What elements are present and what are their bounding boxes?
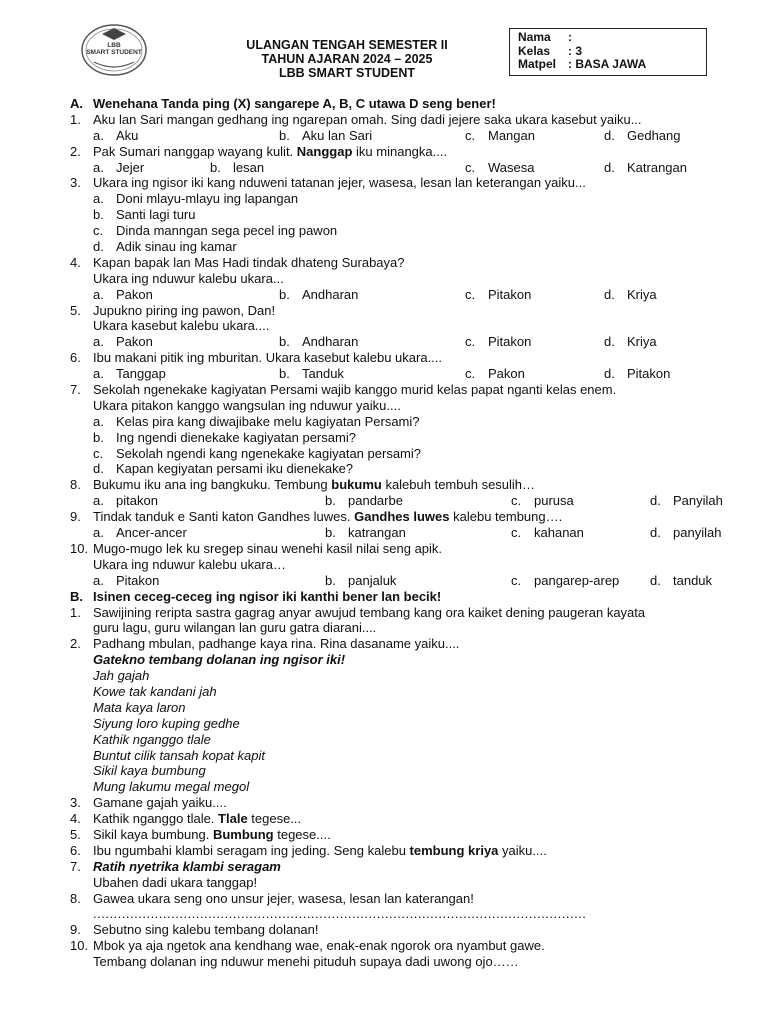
question-number: 1.	[70, 604, 81, 620]
question-4-options	[70, 287, 730, 303]
poem-line: Mung lakumu megal megol	[93, 779, 250, 795]
question-5-options	[70, 334, 730, 350]
option-d[interactable]: d. Panyilah	[650, 493, 723, 509]
title-line-1: ULANGAN TENGAH SEMESTER II	[246, 38, 448, 52]
option-b[interactable]: b. katrangan	[325, 525, 406, 541]
info-label: Nama	[518, 30, 551, 44]
option-a[interactable]: a. Aku	[93, 127, 139, 143]
poem-heading	[70, 652, 730, 668]
option-b[interactable]: b. Santi lagi turu	[93, 207, 196, 223]
option-b[interactable]: b. Ing ngendi dienekake kagiyatan persami?	[93, 429, 356, 445]
question-number: 4.	[70, 811, 81, 827]
question-number: 7.	[70, 858, 81, 874]
question-text: Ibu ngumbahi klambi seragam ing jeding. Seng kalebu tembung kriya yaiku....	[93, 842, 547, 858]
poem-line: Buntut cilik tansah kopat kapit	[93, 747, 265, 763]
question-text: Ukara ing nduwur kalebu ukara...	[93, 270, 284, 286]
question-text: Tembang dolanan ing nduwur menehi pituduh supaya dadi uwong ojo……	[93, 954, 519, 970]
question-text: Sawijining reripta sastra gagrag anyar awujud tembang kang ora kaiket dening paugeran kayata	[93, 604, 646, 620]
info-row-kelas	[518, 45, 706, 59]
essay-question-1-continued	[70, 620, 730, 636]
question-7-continued	[70, 398, 730, 414]
option-c[interactable]: c. Pitakon	[465, 286, 532, 302]
option-d[interactable]: d. Gedhang	[604, 127, 681, 143]
question-number: 5.	[70, 302, 81, 318]
question-number: 9.	[70, 509, 81, 525]
question-4	[70, 255, 730, 271]
question-text: Ubahen dadi ukara tanggap!	[93, 874, 258, 890]
exam-content	[70, 96, 730, 970]
logo-line-1: LBB	[107, 42, 121, 49]
answer-line[interactable]	[70, 906, 730, 922]
poem-line: Siyung loro kuping gedhe	[93, 715, 240, 731]
poem-line: Mata kaya laron	[93, 699, 186, 715]
info-value[interactable]: :	[568, 30, 572, 44]
essay-question-10	[70, 938, 730, 954]
section-letter: A.	[70, 96, 83, 111]
option-d[interactable]: d. Kriya	[604, 286, 657, 302]
essay-question-6	[70, 843, 730, 859]
option-a[interactable]: a. pitakon	[93, 493, 158, 509]
option-b[interactable]: b. Andharan	[279, 334, 359, 350]
question-text: Kapan bapak lan Mas Hadi tindak dhateng Surabaya?	[93, 254, 405, 270]
option-d[interactable]: d. Adik sinau ing kamar	[93, 239, 237, 255]
logo-line-2: SMART STUDENT	[86, 49, 142, 56]
question-2	[70, 144, 730, 160]
option-a[interactable]: a. Doni mlayu-mlayu ing lapangan	[93, 191, 299, 207]
school-logo	[80, 22, 148, 78]
question-number: 5.	[70, 826, 81, 842]
essay-question-3	[70, 795, 730, 811]
option-c[interactable]: c. Sekolah ngendi kang ngenekake kagiyatan persami?	[93, 445, 421, 461]
question-text: Ukara pitakon kanggo wangsulan ing nduwur yaiku....	[93, 397, 401, 413]
question-number: 7.	[70, 382, 81, 398]
option-a[interactable]: a. Kelas pira kang diwajibake melu kagiyatan Persami?	[93, 413, 420, 429]
essay-question-5	[70, 827, 730, 843]
question-text: Pak Sumari nanggap wayang kulit. Nanggap iku minangka....	[93, 143, 448, 159]
student-info-box	[509, 28, 707, 76]
section-a-heading	[70, 96, 730, 112]
essay-question-4	[70, 811, 730, 827]
question-5	[70, 303, 730, 319]
option-b[interactable]: b. Aku lan Sari	[279, 127, 373, 143]
question-1	[70, 112, 730, 128]
question-text: Mbok ya aja ngetok ana kendhang wae, enak-enak ngorok ora nyambut gawe.	[93, 938, 545, 954]
essay-question-7	[70, 859, 730, 875]
essay-question-10-continued	[70, 954, 730, 970]
question-3	[70, 175, 730, 191]
question-text: Tindak tanduk e Santi katon Gandhes luwes. Gandhes luwes kalebu tembung….	[93, 509, 563, 525]
option-c[interactable]: c. Mangan	[465, 127, 535, 143]
option-c[interactable]: c. Wasesa	[465, 159, 535, 175]
poem-line: Kowe tak kandani jah	[93, 683, 217, 699]
option-d[interactable]: d. Pitakon	[604, 366, 671, 382]
question-text: Padhang mbulan, padhange kaya rina. Rina dasaname yaiku....	[93, 636, 460, 652]
option-b[interactable]: b. lesan	[210, 159, 265, 175]
question-text: Sikil kaya bumbung. Bumbung tegese....	[93, 826, 331, 842]
section-b-heading	[70, 589, 730, 605]
info-value: : 3	[568, 43, 583, 58]
question-8	[70, 477, 730, 493]
option-d[interactable]: d. Katrangan	[604, 159, 687, 175]
question-7	[70, 382, 730, 398]
bold-term: bukumu	[331, 477, 382, 493]
option-c[interactable]: c. purusa	[511, 493, 574, 509]
bold-term: Tlale	[218, 811, 248, 827]
question-text: Gamane gajah yaiku....	[93, 795, 227, 811]
question-number: 3.	[70, 795, 81, 811]
question-text: Mugo-mugo lek ku sregep sinau wenehi kasil nilai seng apik.	[93, 540, 443, 556]
question-text: Aku lan Sari mangan gedhang ing ngarepan omah. Sing dadi jejere saka ukara kasebut yaiku...	[93, 111, 642, 127]
option-a[interactable]: a. Pakon	[93, 286, 153, 302]
info-row-matpel	[518, 58, 706, 72]
option-a[interactable]: a. Tanggap	[93, 366, 166, 382]
question-2-options	[70, 160, 730, 176]
option-a[interactable]: a. Jejer	[93, 159, 145, 175]
question-text: Ibu makani pitik ing mburitan. Ukara kasebut kalebu ukara....	[93, 350, 443, 366]
question-number: 2.	[70, 143, 81, 159]
info-value: : BASA JAWA	[568, 57, 647, 71]
question-text: Ukara ing nduwur kalebu ukara…	[93, 556, 286, 572]
question-6-options	[70, 366, 730, 382]
question-10-continued	[70, 557, 730, 573]
answer-dots[interactable]: ........................................................................................................................	[93, 906, 587, 922]
question-number: 6.	[70, 842, 81, 858]
section-title: Wenehana Tanda ping (X) sangarepe A, B, C utawa D seng bener!	[93, 96, 496, 111]
bold-term: tembung kriya	[409, 842, 499, 858]
essay-question-1	[70, 605, 730, 621]
info-label: Kelas	[518, 43, 551, 58]
title-line-3: LBB SMART STUDENT	[278, 66, 416, 80]
essay-question-8	[70, 891, 730, 907]
section-title: Isinen ceceg-ceceg ing ngisor iki kanthi bener lan becik!	[93, 588, 442, 604]
question-number: 8.	[70, 477, 81, 493]
bold-term: Bumbung	[212, 826, 274, 842]
poem-line: Sikil kaya bumbung	[93, 763, 206, 779]
question-text: Sekolah ngenekake kagiyatan Persami wajib kanggo murid kelas papat nganti kelas enem.	[93, 382, 617, 398]
option-c[interactable]: c. Pitakon	[465, 334, 532, 350]
poem-line: Jah gajah	[93, 668, 150, 684]
option-c[interactable]: c. pangarep-arep	[511, 572, 620, 588]
option-a[interactable]: a. Ancer-ancer	[93, 525, 187, 541]
question-4-continued	[70, 271, 730, 287]
question-text: Gawea ukara seng ono unsur jejer, wasesa, lesan lan katerangan!	[93, 890, 474, 906]
question-text: Sebutno sing kalebu tembang dolanan!	[93, 922, 319, 938]
option-d[interactable]: d. Kapan kegiyatan persami iku dienekake?	[93, 461, 354, 477]
option-d[interactable]: d. Kriya	[604, 334, 657, 350]
section-letter: B.	[70, 588, 83, 604]
option-b[interactable]: b. panjaluk	[325, 572, 397, 588]
question-sentence: Ratih nyetrika klambi seragam	[93, 858, 281, 874]
question-9	[70, 509, 730, 525]
question-9-options	[70, 525, 730, 541]
option-a[interactable]: a. Pitakon	[93, 572, 160, 588]
option-b[interactable]: b. pandarbe	[325, 493, 403, 509]
essay-question-9	[70, 922, 730, 938]
question-6	[70, 350, 730, 366]
question-number: 6.	[70, 350, 81, 366]
option-b[interactable]: b. Andharan	[279, 286, 359, 302]
option-b[interactable]: b. Tanduk	[279, 366, 344, 382]
option-c[interactable]: c. Dinda manngan sega pecel ing pawon	[93, 223, 338, 239]
question-8-options	[70, 493, 730, 509]
question-10-options	[70, 573, 730, 589]
question-text: Ukara ing ngisor iki kang nduweni tatanan jejer, wasesa, lesan lan keterangan yaiku...	[93, 175, 586, 191]
question-number: 10.	[70, 938, 89, 954]
essay-question-2	[70, 636, 730, 652]
question-number: 10.	[70, 540, 89, 556]
question-text: guru lagu, guru wilangan lan guru gatra diarani....	[93, 620, 377, 636]
question-5-continued	[70, 318, 730, 334]
question-text: Kathik nganggo tlale. Tlale tegese...	[93, 811, 302, 827]
question-number: 3.	[70, 175, 81, 191]
option-c[interactable]: c. Pakon	[465, 366, 525, 382]
question-text: Jupukno piring ing pawon, Dan!	[93, 302, 276, 318]
question-10	[70, 541, 730, 557]
option-c[interactable]: c. kahanan	[511, 525, 584, 541]
question-text: Bukumu iku ana ing bangkuku. Tembung bukumu kalebuh tembuh sesulih…	[93, 477, 536, 493]
question-1-options	[70, 128, 730, 144]
header	[0, 0, 768, 92]
poem-instruction: Gatekno tembang dolanan ing ngisor iki!	[93, 652, 346, 668]
question-number: 8.	[70, 890, 81, 906]
info-label: Matpel	[518, 57, 557, 71]
question-number: 1.	[70, 111, 81, 127]
info-row-nama	[518, 31, 706, 45]
title-line-2: TAHUN AJARAN 2024 – 2025	[261, 52, 433, 66]
bold-term: Nanggap	[296, 143, 353, 159]
question-number: 2.	[70, 636, 81, 652]
exam-title	[180, 38, 514, 80]
option-d[interactable]: d. tanduk	[650, 572, 713, 588]
question-number: 9.	[70, 922, 81, 938]
question-number: 4.	[70, 254, 81, 270]
essay-question-7-continued	[70, 875, 730, 891]
option-a[interactable]: a. Pakon	[93, 334, 153, 350]
question-text: Ukara kasebut kalebu ukara....	[93, 318, 270, 334]
poem-line: Kathik nganggo tlale	[93, 731, 211, 747]
bold-term: Gandhes luwes	[354, 509, 450, 525]
option-d[interactable]: d. panyilah	[650, 525, 722, 541]
